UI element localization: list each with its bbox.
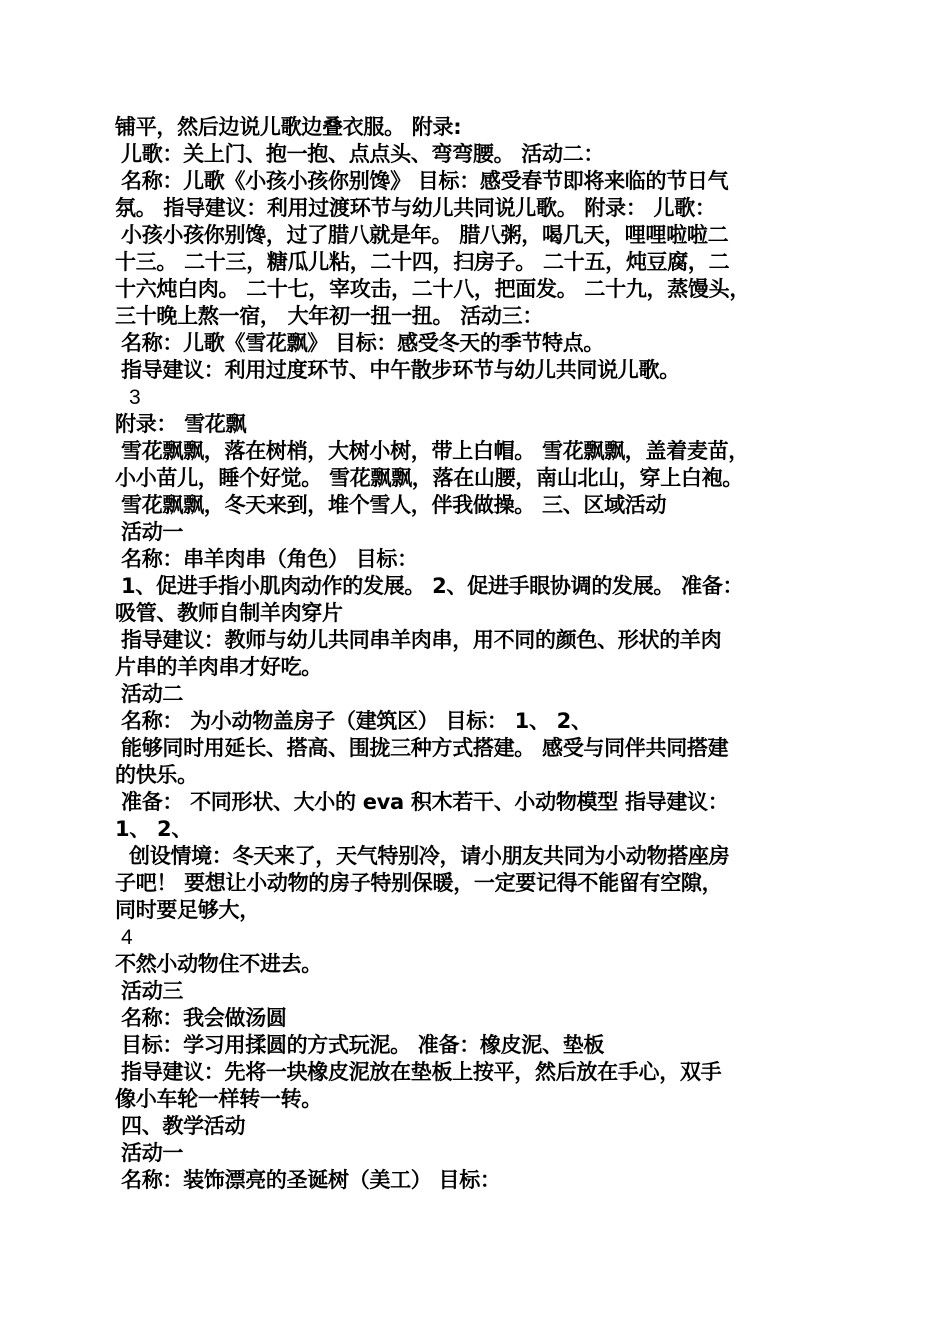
text-line: 指导建议：先将一块橡皮泥放在垫板上按平，然后放在手心，双手 [121, 1060, 722, 1084]
text-line: 不然小动物住不进去。 [115, 952, 322, 976]
text-line: 像小车轮一样转一转。 [115, 1087, 322, 1111]
text-line: 创设情境：冬天来了，天气特别冷，请小朋友共同为小动物搭座房 [129, 844, 730, 868]
text-line: 附录： 雪花飘 [115, 412, 247, 436]
text-line: 雪花飘飘，落在树梢，大树小树，带上白帽。 雪花飘飘，盖着麦苗， [121, 439, 750, 463]
text-line: 子吧！ 要想让小动物的房子特别保暖，一定要记得不能留有空隙， [115, 871, 723, 895]
section-heading: 活动一 [121, 1141, 184, 1165]
text-line: 片串的羊肉串才好吃。 [115, 655, 322, 679]
text-line: 指导建议：利用过度环节、中午散步环节与幼儿共同说儿歌。 [121, 358, 680, 382]
section-heading: 活动二 [121, 682, 184, 706]
page-number: 4 [121, 926, 133, 949]
text-line: 氛。 指导建议：利用过渡环节与幼儿共同说儿歌。 附录： 儿歌： [115, 196, 716, 220]
text-line: 十三。 二十三，糖瓜儿粘，二十四，扫房子。 二十五，炖豆腐，二 [115, 250, 730, 274]
text-line: 儿歌：关上门、抱一抱、点点头、弯弯腰。 活动二： [121, 142, 605, 166]
section-heading: 四、教学活动 [121, 1114, 246, 1138]
text-line: 三十晚上熬一宿， 大年初一扭一扭。 活动三： [115, 304, 544, 328]
text-line: 小孩小孩你别馋，过了腊八就是年。 腊八粥，喝几天，哩哩啦啦二 [121, 223, 729, 247]
text-line: 名称：串羊肉串（角色） 目标： [121, 547, 418, 571]
text-line: 能够同时用延长、搭高、围拢三种方式搭建。 感受与同伴共同搭建 [121, 736, 729, 760]
text-line: 十六炖白肉。 二十七，宰攻击，二十八，把面发。 二十九，蒸馒头， [115, 277, 751, 301]
text-line: 指导建议：教师与幼儿共同串羊肉串，用不同的颜色、形状的羊肉 [121, 628, 722, 652]
text-line: 名称：装饰漂亮的圣诞树（美工） 目标： [121, 1168, 501, 1192]
text-line: 1、 2、 [115, 817, 193, 841]
section-heading: 活动三 [121, 979, 184, 1003]
text-line: 1、促进手指小肌肉动作的发展。 2、促进手眼协调的发展。 准备： [121, 574, 744, 598]
text-line: 的快乐。 [115, 763, 198, 787]
page-number: 3 [129, 386, 141, 409]
text-line: 名称：我会做汤圆 [121, 1006, 287, 1030]
text-line: 小小苗儿，睡个好觉。 雪花飘飘，落在山腰，南山北山，穿上白袍。 [115, 466, 744, 490]
text-line: 吸管、教师自制羊肉穿片 [115, 601, 343, 625]
text-line: 名称：儿歌《雪花飘》 目标：感受冬天的季节特点。 [121, 331, 605, 355]
text-line: 名称：儿歌《小孩小孩你别馋》 目标：感受春节即将来临的节日气 [121, 169, 729, 193]
text-line: 雪花飘飘，冬天来到，堆个雪人，伴我做操。 三、区域活动 [121, 493, 667, 517]
text-line: 名称： 为小动物盖房子（建筑区） 目标： 1、 2、 [121, 709, 592, 733]
text-line: 准备： 不同形状、大小的 eva 积木若干、小动物模型 指导建议： [121, 790, 729, 814]
text-line: 铺平，然后边说儿歌边叠衣服。 附录: [115, 115, 462, 139]
text-line: 目标：学习用揉圆的方式玩泥。 准备：橡皮泥、垫板 [121, 1033, 605, 1057]
text-line: 同时要足够大， [115, 898, 260, 922]
document-page [115, 114, 840, 1194]
section-heading: 活动一 [121, 520, 184, 544]
